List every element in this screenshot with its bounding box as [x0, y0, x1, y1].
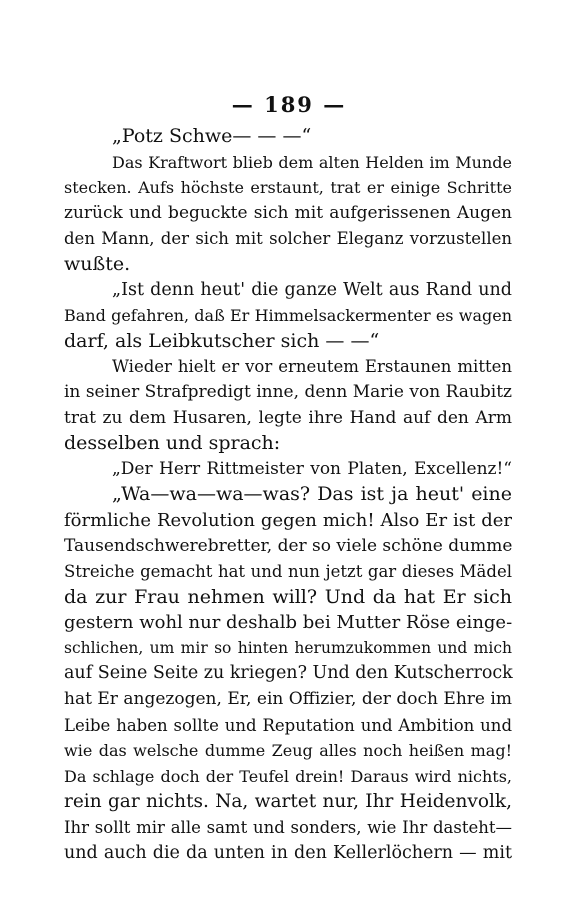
text-line: desselben und sprach: [64, 432, 281, 455]
text-line: „Potz Schwe— — —“ [112, 125, 312, 147]
text-line: trat zu dem Husaren, legte ihre Hand auf den Arm [64, 407, 512, 428]
text-line: Das Kraftwort blieb dem alten Helden im Munde [112, 152, 512, 172]
text-line: wie das welsche dumme Zeug alles noch heißen mag! [64, 741, 512, 761]
text-line: auf Seine Seite zu kriegen? Und den Kutscherrock [64, 663, 513, 684]
text-line: den Mann, der sich mit solcher Eleganz vorzustellen [64, 229, 512, 249]
text-line: stecken. Aufs höchste erstaunt, trat er einige Schritte [64, 178, 512, 198]
text-line: Leibe haben sollte und Reputation und Ambition und [64, 715, 512, 735]
text-line: „Der Herr Rittmeister von Platen, Excellenz!“ [112, 458, 512, 479]
text-line: Streiche gemacht hat und nun jetzt gar dieses Mädel [64, 562, 512, 582]
text-line: „Wa—wa—wa—was? Das ist ja heut' eine [112, 483, 512, 506]
text-line: hat Er angezogen, Er, ein Offizier, der doch Ehre im [64, 689, 512, 710]
text-line: Wieder hielt er vor erneutem Erstaunen mitten [112, 357, 512, 377]
text-line: darf, als Leibkutscher sich — —“ [64, 329, 380, 352]
text-line: und auch die da unten in den Kellerlöchern — mit [64, 842, 512, 863]
text-block [64, 124, 512, 866]
text-line: Da schlage doch der Teufel drein! Daraus wird nichts, [64, 766, 512, 786]
text-line: Tausendschwerebretter, der so viele schöne dumme [64, 535, 513, 556]
text-line: schlichen, um mir so hinten herumzukommen und mich [64, 638, 512, 657]
text-line: da zur Frau nehmen will? Und da hat Er sich [64, 585, 512, 608]
text-line: zurück und beguckte sich mit aufgerissenen Augen [64, 202, 512, 223]
text-line: gestern wohl nur deshalb bei Mutter Röse einge- [64, 612, 513, 634]
text-line: „Ist denn heut' die ganze Welt aus Rand und [112, 279, 512, 300]
text-line: förmliche Revolution gegen mich! Also Er ist der [64, 509, 512, 531]
page-number: — 189 — [231, 92, 347, 117]
text-line: wußte. [64, 252, 131, 275]
text-line: Ihr sollt mir alle samt und sonders, wie Ihr dasteht— [64, 818, 512, 838]
text-line: Band gefahren, daß Er Himmelsackermenter es wagen [64, 306, 512, 326]
text-line: in seiner Strafpredigt inne, denn Marie von Raubitz [64, 381, 512, 402]
text-line: rein gar nichts. Na, wartet nur, Ihr Heidenvolk, [64, 791, 512, 813]
